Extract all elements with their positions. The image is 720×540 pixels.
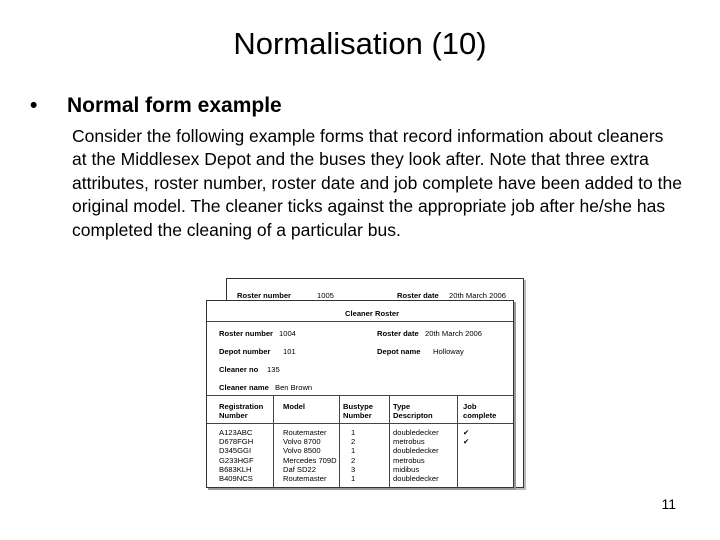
depot-name-value: Holloway — [433, 347, 464, 356]
col-header: Number — [219, 411, 248, 420]
table-cell: doubledecker — [393, 474, 439, 483]
table-cell: 1 — [351, 428, 356, 437]
bullet-text: Normal form example — [67, 94, 282, 117]
job-complete-cell: ✔ — [463, 437, 470, 447]
table-cell: Volvo 8500 — [283, 446, 321, 456]
table-cell: B683KLH — [219, 464, 252, 474]
back-roster-date-label: Roster date — [397, 291, 439, 300]
cleaner-no-value: 135 — [267, 365, 280, 374]
depot-number-label: Depot number — [219, 347, 271, 356]
table-cell: D678FGH — [219, 437, 254, 447]
table-cell: 1 — [351, 474, 356, 483]
table-cell: 2 — [351, 455, 356, 465]
col-header: Registration — [219, 402, 264, 411]
table-cell: doubledecker — [393, 446, 439, 456]
table-cell: metrobus — [393, 455, 425, 465]
table-cell: B409NCS — [219, 474, 253, 483]
table-cell: 3 — [351, 464, 356, 474]
body-paragraph: Consider the following example forms that record information about cleaners at the Middlesex Depot and the buses they look after. Note that three extra attributes, roster number, roster date and job complete have been added to the original model. The cleaner ticks against the appropriate job after he/she has completed the cleaning of a particular bus. — [72, 126, 682, 240]
back-roster-date-value: 20th March 2006 — [449, 291, 506, 300]
bullet-dot: • — [30, 94, 38, 117]
column-rule — [389, 395, 390, 487]
back-roster-number-label: Roster number — [237, 291, 292, 300]
roster-date-label: Roster date — [377, 329, 419, 338]
table-cell: A123ABC — [219, 428, 253, 437]
cleaner-no-label: Cleaner no — [219, 365, 259, 374]
table-cell: Routemaster — [283, 428, 327, 437]
roster-date-value: 20th March 2006 — [425, 329, 482, 338]
roster-number-label: Roster number — [219, 329, 274, 338]
roster-number-value: 1004 — [279, 329, 296, 338]
table-cell: Volvo 8700 — [283, 437, 321, 447]
table-cell: midibus — [393, 464, 420, 474]
slide-title: Normalisation (10) — [233, 26, 487, 61]
front-form-sheet — [206, 300, 514, 488]
header-rule — [207, 423, 513, 424]
column-rule — [273, 395, 274, 487]
depot-number-value: 101 — [283, 347, 296, 356]
table-cell: 1 — [351, 446, 356, 456]
depot-name-label: Depot name — [377, 347, 421, 356]
column-rule — [457, 395, 458, 487]
forms-image — [206, 278, 524, 488]
table-top-rule — [207, 395, 513, 396]
col-header: Bustype — [343, 402, 373, 411]
table-cell: D345GGI — [219, 446, 252, 456]
table-cell: doubledecker — [393, 428, 439, 437]
back-roster-number-value: 1005 — [317, 291, 334, 300]
col-header: Descripton — [393, 411, 433, 420]
col-header: Job — [463, 402, 477, 411]
table-cell: Routemaster — [283, 474, 327, 483]
table-cell: G233HGF — [219, 455, 254, 465]
page-number: 11 — [661, 496, 676, 512]
col-header: Type — [393, 402, 411, 411]
cleaner-name-value: Ben Brown — [275, 383, 313, 392]
divider — [207, 321, 513, 322]
job-complete-cell: ✔ — [463, 428, 470, 437]
table-cell: Mercedes 709D — [283, 455, 337, 465]
col-header: complete — [463, 411, 497, 420]
column-rule — [339, 395, 340, 487]
col-header: Model — [283, 402, 305, 411]
front-form-heading: Cleaner Roster — [345, 309, 400, 318]
table-cell: metrobus — [393, 437, 425, 447]
table-cell: 2 — [351, 437, 356, 447]
bullet-heading — [30, 94, 282, 118]
cleaner-name-label: Cleaner name — [219, 383, 269, 392]
table-cell: Daf SD22 — [283, 464, 316, 474]
col-header: Number — [343, 411, 372, 420]
